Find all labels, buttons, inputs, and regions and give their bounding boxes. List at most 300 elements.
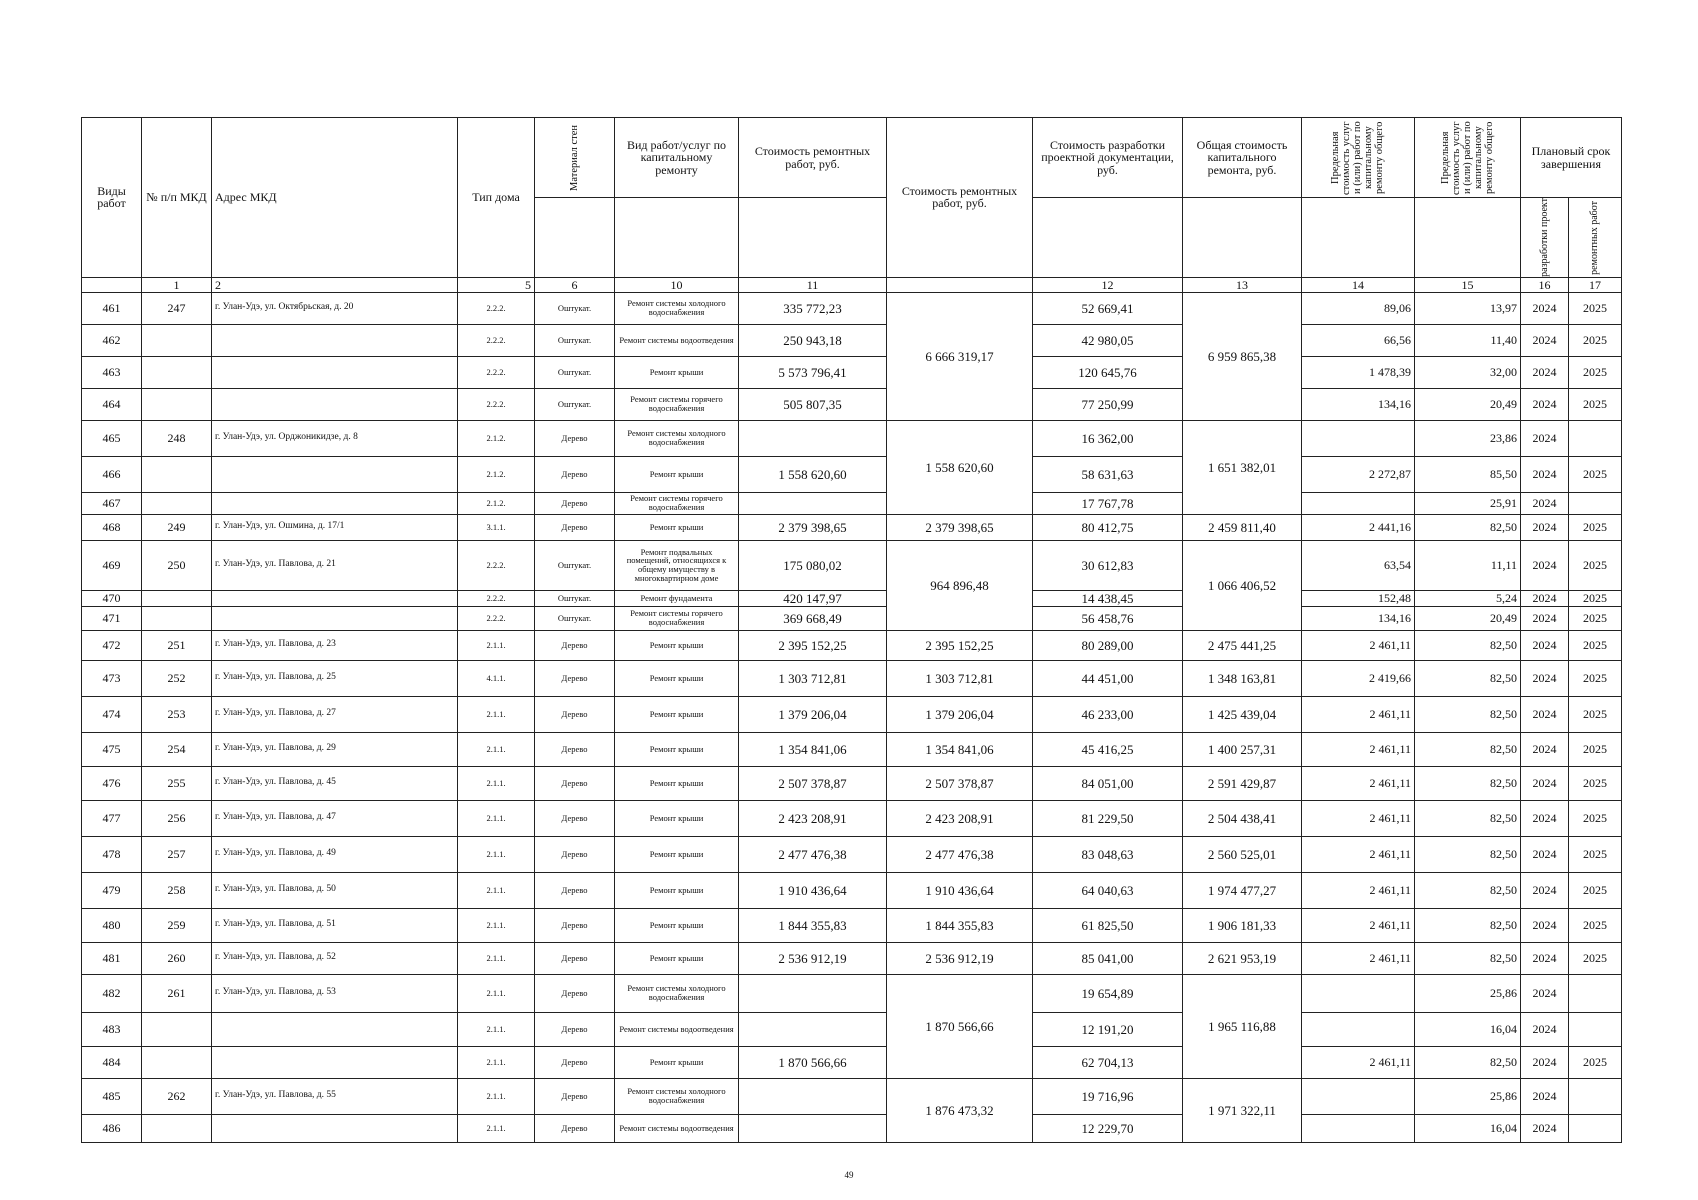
limit-cost-2: 82,50: [1415, 836, 1521, 872]
limit-cost-2: 82,50: [1415, 660, 1521, 696]
limit-cost-2: 11,40: [1415, 324, 1521, 356]
mkd-number: 262: [142, 1078, 212, 1114]
total-cost: 6 959 865,38: [1183, 292, 1302, 420]
row-id: 473: [82, 660, 142, 696]
wall-material: Дерево: [535, 456, 615, 492]
plan-year-repair: 2025: [1569, 766, 1622, 800]
mkd-number: 248: [142, 420, 212, 456]
column-number: 15: [1415, 277, 1521, 292]
table-row: [82, 606, 1622, 630]
limit-cost-2: 11,11: [1415, 540, 1521, 590]
table-row: [82, 732, 1622, 766]
plan-year-repair: 2025: [1569, 872, 1622, 908]
page-number: 49: [844, 1170, 854, 1180]
limit-cost-2: 5,24: [1415, 590, 1521, 606]
mkd-repair-cost: 1 303 712,81: [887, 660, 1033, 696]
mkd-repair-cost: 1 354 841,06: [887, 732, 1033, 766]
plan-year-repair: 2025: [1569, 292, 1622, 324]
wall-material: Дерево: [535, 514, 615, 540]
column-number: 17: [1569, 277, 1622, 292]
mkd-number: 258: [142, 872, 212, 908]
plan-year-design: 2024: [1521, 356, 1569, 388]
mkd-repair-cost: 2 423 208,91: [887, 800, 1033, 836]
plan-year-design: 2024: [1521, 456, 1569, 492]
plan-year-repair: 2025: [1569, 540, 1622, 590]
table-row: [82, 590, 1622, 606]
header-cost-repair-mkd: Стоимость ремонтных работ, руб.: [887, 118, 1033, 278]
repair-cost: 1 870 566,66: [739, 1046, 887, 1078]
house-type: 2.1.1.: [458, 732, 535, 766]
total-cost: 1 400 257,31: [1183, 732, 1302, 766]
repair-cost: 1 910 436,64: [739, 872, 887, 908]
repair-cost: 420 147,97: [739, 590, 887, 606]
repair-cost: 1 303 712,81: [739, 660, 887, 696]
design-cost: 12 191,20: [1033, 1012, 1183, 1046]
mkd-address: [212, 388, 458, 420]
total-cost: 1 971 322,11: [1183, 1078, 1302, 1142]
repair-cost: [739, 1012, 887, 1046]
wall-material: Оштукат.: [535, 606, 615, 630]
work-type: Ремонт крыши: [615, 766, 739, 800]
header-address: Адрес МКД: [212, 118, 458, 278]
limit-cost-2: 82,50: [1415, 872, 1521, 908]
design-cost: 17 767,78: [1033, 492, 1183, 514]
repair-cost: 5 573 796,41: [739, 356, 887, 388]
limit-cost-1: 89,06: [1302, 292, 1415, 324]
limit-cost-2: 16,04: [1415, 1114, 1521, 1142]
header-row: [82, 118, 1622, 198]
row-id: 468: [82, 514, 142, 540]
plan-year-design: 2024: [1521, 514, 1569, 540]
house-type: 2.1.1.: [458, 1046, 535, 1078]
design-cost: 120 645,76: [1033, 356, 1183, 388]
header-plan-deadline: Плановый срок завершения: [1521, 118, 1622, 198]
repair-cost: 369 668,49: [739, 606, 887, 630]
total-cost: 2 560 525,01: [1183, 836, 1302, 872]
column-number: 1: [142, 277, 212, 292]
design-cost: 14 438,45: [1033, 590, 1183, 606]
limit-cost-1: 2 461,11: [1302, 630, 1415, 660]
house-type: 2.1.1.: [458, 800, 535, 836]
mkd-number: [142, 324, 212, 356]
total-cost: 2 591 429,87: [1183, 766, 1302, 800]
limit-cost-2: 82,50: [1415, 630, 1521, 660]
mkd-number: [142, 590, 212, 606]
wall-material: Дерево: [535, 974, 615, 1012]
repair-cost: 505 807,35: [739, 388, 887, 420]
header-limit-2: Предельная стоимость услуг и (или) работ по капитальному ремонту общего: [1415, 118, 1521, 198]
mkd-number: 249: [142, 514, 212, 540]
mkd-repair-cost: 2 379 398,65: [887, 514, 1033, 540]
table-row: [82, 766, 1622, 800]
header-wall-material: Материал стен: [535, 118, 615, 198]
header-plan-repair: ремонтных работ: [1569, 198, 1622, 278]
plan-year-design: 2024: [1521, 800, 1569, 836]
mkd-repair-cost: 2 507 378,87: [887, 766, 1033, 800]
limit-cost-1: 152,48: [1302, 590, 1415, 606]
mkd-address: г. Улан-Удэ, ул. Павлова, д. 25: [212, 660, 458, 696]
row-id: 469: [82, 540, 142, 590]
table-row: [82, 630, 1622, 660]
mkd-repair-cost: 6 666 319,17: [887, 292, 1033, 420]
work-type: Ремонт крыши: [615, 908, 739, 942]
limit-cost-1: 63,54: [1302, 540, 1415, 590]
plan-year-repair: [1569, 1114, 1622, 1142]
wall-material: Оштукат.: [535, 540, 615, 590]
mkd-number: [142, 1046, 212, 1078]
wall-material: Дерево: [535, 1114, 615, 1142]
plan-year-repair: [1569, 1078, 1622, 1114]
column-number: 11: [739, 277, 887, 292]
total-cost: 2 475 441,25: [1183, 630, 1302, 660]
plan-year-design: 2024: [1521, 1078, 1569, 1114]
plan-year-repair: 2025: [1569, 942, 1622, 974]
row-id: 466: [82, 456, 142, 492]
row-id: 463: [82, 356, 142, 388]
plan-year-repair: 2025: [1569, 514, 1622, 540]
repair-cost: 250 943,18: [739, 324, 887, 356]
plan-year-design: 2024: [1521, 660, 1569, 696]
mkd-address: г. Улан-Удэ, ул. Павлова, д. 51: [212, 908, 458, 942]
mkd-number: 259: [142, 908, 212, 942]
plan-year-repair: [1569, 974, 1622, 1012]
work-type: Ремонт крыши: [615, 732, 739, 766]
work-type: Ремонт крыши: [615, 630, 739, 660]
mkd-number: [142, 388, 212, 420]
mkd-repair-cost: 2 536 912,19: [887, 942, 1033, 974]
repair-cost: [739, 420, 887, 456]
row-id: 482: [82, 974, 142, 1012]
repair-cost: 1 379 206,04: [739, 696, 887, 732]
design-cost: 19 654,89: [1033, 974, 1183, 1012]
wall-material: Дерево: [535, 420, 615, 456]
house-type: 2.1.1.: [458, 974, 535, 1012]
table-row: [82, 456, 1622, 492]
total-cost: 2 621 953,19: [1183, 942, 1302, 974]
wall-material: Дерево: [535, 1012, 615, 1046]
repair-cost: 2 423 208,91: [739, 800, 887, 836]
work-type: Ремонт системы водоотведения: [615, 324, 739, 356]
work-type: Ремонт системы горячего водоснабжения: [615, 606, 739, 630]
limit-cost-1: [1302, 1078, 1415, 1114]
limit-cost-1: 2 461,11: [1302, 836, 1415, 872]
mkd-number: [142, 1114, 212, 1142]
table-row: [82, 908, 1622, 942]
wall-material: Дерево: [535, 766, 615, 800]
repair-cost: 1 558 620,60: [739, 456, 887, 492]
mkd-address: г. Улан-Удэ, ул. Павлова, д. 23: [212, 630, 458, 660]
work-type: Ремонт крыши: [615, 660, 739, 696]
limit-cost-2: 13,97: [1415, 292, 1521, 324]
header-plan-design: разработки проект: [1521, 198, 1569, 278]
mkd-repair-cost: 1 379 206,04: [887, 696, 1033, 732]
house-type: 2.2.2.: [458, 292, 535, 324]
design-cost: 56 458,76: [1033, 606, 1183, 630]
header-nn-mkd: № п/п МКД: [142, 118, 212, 278]
row-id: 479: [82, 872, 142, 908]
work-type: Ремонт крыши: [615, 456, 739, 492]
wall-material: Дерево: [535, 732, 615, 766]
repair-cost: [739, 492, 887, 514]
plan-year-repair: 2025: [1569, 606, 1622, 630]
total-cost: 1 425 439,04: [1183, 696, 1302, 732]
repair-cost: 175 080,02: [739, 540, 887, 590]
mkd-repair-cost: 2 477 476,38: [887, 836, 1033, 872]
row-id: 477: [82, 800, 142, 836]
header-cost-repair: Стоимость ремонтных работ, руб.: [739, 118, 887, 198]
work-type: Ремонт крыши: [615, 356, 739, 388]
work-type: Ремонт крыши: [615, 514, 739, 540]
house-type: 2.2.2.: [458, 606, 535, 630]
work-type: Ремонт системы холодного водоснабжения: [615, 420, 739, 456]
mkd-address: [212, 590, 458, 606]
row-id: 484: [82, 1046, 142, 1078]
total-cost: 1 974 477,27: [1183, 872, 1302, 908]
row-id: 481: [82, 942, 142, 974]
repair-cost: 2 395 152,25: [739, 630, 887, 660]
mkd-address: г. Улан-Удэ, ул. Павлова, д. 55: [212, 1078, 458, 1114]
design-cost: 77 250,99: [1033, 388, 1183, 420]
mkd-number: [142, 1012, 212, 1046]
table-row: [82, 974, 1622, 1012]
wall-material: Оштукат.: [535, 388, 615, 420]
plan-year-design: 2024: [1521, 1046, 1569, 1078]
house-type: 2.1.1.: [458, 1012, 535, 1046]
limit-cost-1: 2 441,16: [1302, 514, 1415, 540]
plan-year-repair: [1569, 492, 1622, 514]
repair-cost: 1 354 841,06: [739, 732, 887, 766]
design-cost: 85 041,00: [1033, 942, 1183, 974]
limit-cost-1: 2 419,66: [1302, 660, 1415, 696]
mkd-address: г. Улан-Удэ, ул. Павлова, д. 29: [212, 732, 458, 766]
mkd-address: г. Улан-Удэ, ул. Павлова, д. 45: [212, 766, 458, 800]
limit-cost-2: 82,50: [1415, 800, 1521, 836]
limit-cost-1: [1302, 1012, 1415, 1046]
row-id: 470: [82, 590, 142, 606]
wall-material: Дерево: [535, 872, 615, 908]
limit-cost-2: 20,49: [1415, 606, 1521, 630]
wall-material: Дерево: [535, 908, 615, 942]
column-number-row: [82, 277, 1622, 292]
limit-cost-1: [1302, 1114, 1415, 1142]
plan-year-repair: 2025: [1569, 800, 1622, 836]
table-row: [82, 388, 1622, 420]
wall-material: Дерево: [535, 660, 615, 696]
plan-year-repair: 2025: [1569, 732, 1622, 766]
table-row: [82, 1046, 1622, 1078]
mkd-repair-cost: 1 910 436,64: [887, 872, 1033, 908]
table-row: [82, 660, 1622, 696]
mkd-number: 261: [142, 974, 212, 1012]
row-id: 465: [82, 420, 142, 456]
mkd-address: г. Улан-Удэ, ул. Павлова, д. 50: [212, 872, 458, 908]
plan-year-repair: 2025: [1569, 324, 1622, 356]
total-cost: 1 906 181,33: [1183, 908, 1302, 942]
repair-cost: 1 844 355,83: [739, 908, 887, 942]
row-id: 467: [82, 492, 142, 514]
wall-material: Дерево: [535, 492, 615, 514]
plan-year-repair: 2025: [1569, 630, 1622, 660]
mkd-number: [142, 356, 212, 388]
mkd-number: [142, 456, 212, 492]
limit-cost-2: 82,50: [1415, 696, 1521, 732]
mkd-number: 256: [142, 800, 212, 836]
wall-material: Дерево: [535, 800, 615, 836]
row-id: 462: [82, 324, 142, 356]
plan-year-design: 2024: [1521, 420, 1569, 456]
mkd-address: г. Улан-Удэ, ул. Павлова, д. 49: [212, 836, 458, 872]
plan-year-repair: 2025: [1569, 388, 1622, 420]
mkd-number: 254: [142, 732, 212, 766]
row-id: 485: [82, 1078, 142, 1114]
row-id: 486: [82, 1114, 142, 1142]
repair-cost: [739, 1078, 887, 1114]
work-type: Ремонт крыши: [615, 800, 739, 836]
plan-year-design: 2024: [1521, 324, 1569, 356]
work-type: Ремонт системы холодного водоснабжения: [615, 1078, 739, 1114]
header-house-type: Тип дома: [458, 118, 535, 278]
mkd-repair-cost: 964 896,48: [887, 540, 1033, 630]
plan-year-design: 2024: [1521, 872, 1569, 908]
plan-year-design: 2024: [1521, 630, 1569, 660]
total-cost: 2 459 811,40: [1183, 514, 1302, 540]
design-cost: 16 362,00: [1033, 420, 1183, 456]
limit-cost-1: 2 461,11: [1302, 908, 1415, 942]
house-type: 2.1.1.: [458, 630, 535, 660]
total-cost: 2 504 438,41: [1183, 800, 1302, 836]
house-type: 2.1.1.: [458, 872, 535, 908]
wall-material: Дерево: [535, 836, 615, 872]
mkd-number: [142, 492, 212, 514]
total-cost: 1 965 116,88: [1183, 974, 1302, 1078]
house-type: 2.2.2.: [458, 356, 535, 388]
row-id: 474: [82, 696, 142, 732]
plan-year-design: 2024: [1521, 974, 1569, 1012]
limit-cost-1: 2 461,11: [1302, 872, 1415, 908]
repair-cost: 335 772,23: [739, 292, 887, 324]
limit-cost-1: 134,16: [1302, 388, 1415, 420]
mkd-address: г. Улан-Удэ, ул. Орджоникидзе, д. 8: [212, 420, 458, 456]
row-id: 476: [82, 766, 142, 800]
mkd-address: г. Улан-Удэ, ул. Павлова, д. 27: [212, 696, 458, 732]
repair-cost: [739, 974, 887, 1012]
plan-year-design: 2024: [1521, 942, 1569, 974]
mkd-repair-cost: 1 844 355,83: [887, 908, 1033, 942]
column-number: 16: [1521, 277, 1569, 292]
row-id: 472: [82, 630, 142, 660]
column-number: 12: [1033, 277, 1183, 292]
table-row: [82, 836, 1622, 872]
plan-year-design: 2024: [1521, 732, 1569, 766]
plan-year-repair: 2025: [1569, 660, 1622, 696]
limit-cost-1: [1302, 420, 1415, 456]
design-cost: 61 825,50: [1033, 908, 1183, 942]
design-cost: 80 412,75: [1033, 514, 1183, 540]
mkd-address: [212, 356, 458, 388]
row-id: 480: [82, 908, 142, 942]
table-row: [82, 540, 1622, 590]
wall-material: Дерево: [535, 696, 615, 732]
plan-year-repair: [1569, 1012, 1622, 1046]
design-cost: 52 669,41: [1033, 292, 1183, 324]
header-work-type: Вид работ/услуг по капитальному ремонту: [615, 118, 739, 198]
mkd-address: г. Улан-Удэ, ул. Ошмина, д. 17/1: [212, 514, 458, 540]
plan-year-design: 2024: [1521, 292, 1569, 324]
house-type: 2.1.1.: [458, 1114, 535, 1142]
house-type: 2.1.1.: [458, 942, 535, 974]
total-cost: 1 066 406,52: [1183, 540, 1302, 630]
plan-year-design: 2024: [1521, 836, 1569, 872]
wall-material: Оштукат.: [535, 292, 615, 324]
plan-year-repair: 2025: [1569, 590, 1622, 606]
plan-year-design: 2024: [1521, 1114, 1569, 1142]
house-type: 2.2.2.: [458, 324, 535, 356]
limit-cost-2: 32,00: [1415, 356, 1521, 388]
total-cost: 1 348 163,81: [1183, 660, 1302, 696]
mkd-repair-cost: 1 558 620,60: [887, 420, 1033, 514]
plan-year-repair: 2025: [1569, 908, 1622, 942]
total-cost: 1 651 382,01: [1183, 420, 1302, 514]
work-type: Ремонт крыши: [615, 942, 739, 974]
design-cost: 42 980,05: [1033, 324, 1183, 356]
column-number: 13: [1183, 277, 1302, 292]
plan-year-design: 2024: [1521, 492, 1569, 514]
plan-year-design: 2024: [1521, 766, 1569, 800]
table-row: [82, 292, 1622, 324]
wall-material: Дерево: [535, 942, 615, 974]
mkd-number: 247: [142, 292, 212, 324]
work-type: Ремонт системы холодного водоснабжения: [615, 974, 739, 1012]
house-type: 2.1.2.: [458, 492, 535, 514]
work-type: Ремонт фундамента: [615, 590, 739, 606]
work-type: Ремонт системы горячего водоснабжения: [615, 492, 739, 514]
table-row: [82, 356, 1622, 388]
mkd-address: г. Улан-Удэ, ул. Павлова, д. 21: [212, 540, 458, 590]
work-type: Ремонт системы холодного водоснабжения: [615, 292, 739, 324]
table-row: [82, 514, 1622, 540]
house-type: 2.2.2.: [458, 388, 535, 420]
house-type: 2.1.1.: [458, 696, 535, 732]
house-type: 3.1.1.: [458, 514, 535, 540]
design-cost: 45 416,25: [1033, 732, 1183, 766]
repair-cost: 2 507 378,87: [739, 766, 887, 800]
limit-cost-1: 2 461,11: [1302, 800, 1415, 836]
limit-cost-1: [1302, 974, 1415, 1012]
mkd-number: 253: [142, 696, 212, 732]
mkd-address: [212, 1012, 458, 1046]
wall-material: Оштукат.: [535, 590, 615, 606]
mkd-address: г. Улан-Удэ, ул. Октябрьская, д. 20: [212, 292, 458, 324]
limit-cost-1: 2 461,11: [1302, 766, 1415, 800]
plan-year-design: 2024: [1521, 540, 1569, 590]
row-id: 475: [82, 732, 142, 766]
mkd-repair-cost: 1 876 473,32: [887, 1078, 1033, 1142]
row-id: 478: [82, 836, 142, 872]
house-type: 2.2.2.: [458, 540, 535, 590]
design-cost: 84 051,00: [1033, 766, 1183, 800]
limit-cost-2: 23,86: [1415, 420, 1521, 456]
limit-cost-1: 2 461,11: [1302, 696, 1415, 732]
plan-year-design: 2024: [1521, 908, 1569, 942]
limit-cost-1: 2 272,87: [1302, 456, 1415, 492]
limit-cost-2: 25,86: [1415, 1078, 1521, 1114]
plan-year-design: 2024: [1521, 696, 1569, 732]
plan-year-design: 2024: [1521, 606, 1569, 630]
table-row: [82, 800, 1622, 836]
table-row: [82, 1012, 1622, 1046]
repair-schedule-table: [81, 117, 1622, 1143]
limit-cost-1: 134,16: [1302, 606, 1415, 630]
